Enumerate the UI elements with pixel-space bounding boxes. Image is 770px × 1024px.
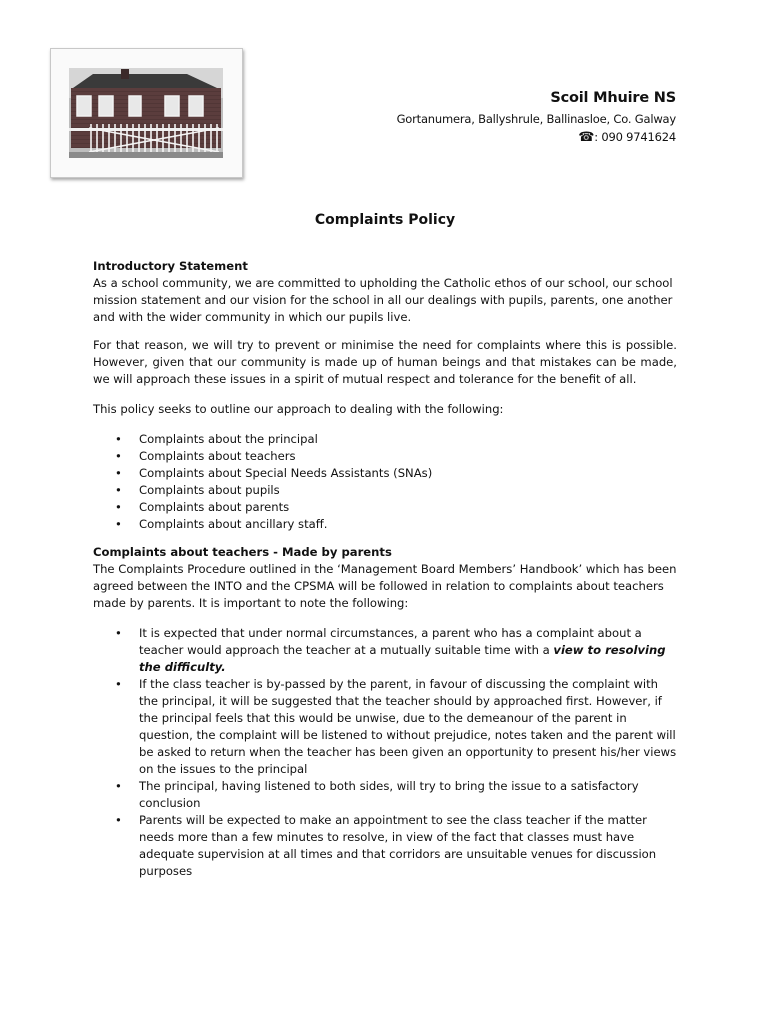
bullet-marker: • <box>115 626 122 640</box>
list-item <box>93 499 677 516</box>
page-title: Complaints Policy <box>314 212 456 228</box>
teachers-heading: Complaints about teachers - Made by parents <box>93 545 392 559</box>
list-item-text: If the class teacher is by-passed by the parent, in favour of discussing the complaint with the principal, it will be suggested that the teacher should by approached first. However, if the principal feels that this would be unwise, due to the demeanour of the parent in question, the complaint will be listened to without prejudice, notes taken and the parent will be asked to return when the teacher has been given an opportunity to present his/her views on the issues to the principal <box>139 677 677 776</box>
complaint-types-list <box>93 431 677 533</box>
intro-heading: Introductory Statement <box>93 259 248 273</box>
list-item-text: Complaints about Special Needs Assistants (SNAs) <box>139 466 433 480</box>
list-item-text: Complaints about ancillary staff. <box>139 517 328 531</box>
bullet-marker: • <box>115 517 122 531</box>
school-building-photo <box>69 68 223 158</box>
document-body <box>93 258 677 880</box>
list-item-text: It is expected that under normal circumstances, a parent who has a complaint about a teacher would approach the teacher at a mutually suitable time with a <box>139 626 642 657</box>
list-item <box>93 465 677 482</box>
list-item <box>93 625 677 676</box>
intro-paragraph-3: This policy seeks to outline our approach to dealing with the following: <box>93 402 504 416</box>
list-item-text: Complaints about parents <box>139 500 290 514</box>
list-item <box>93 676 677 778</box>
intro-paragraph-1: As a school community, we are committed to upholding the Catholic ethos of our school, our school mission statement and our vision for the school in all our dealings with pupils, parents, one another and with the wider community in which our pupils live. <box>93 276 673 324</box>
school-name: Scoil Mhuire NS <box>550 90 676 106</box>
teachers-paragraph: The Complaints Procedure outlined in the ‘Management Board Members’ Handbook’ which has been agreed between the INTO and the CPSMA will be followed in relation to complaints about teachers made by parents. It is important to note the following: <box>93 562 677 610</box>
bullet-marker: • <box>115 779 122 793</box>
list-item <box>93 482 677 499</box>
telephone-icon: ☎ <box>578 130 595 145</box>
school-contact-block <box>397 88 676 145</box>
bullet-marker: • <box>115 677 122 691</box>
list-item <box>93 448 677 465</box>
bullet-marker: • <box>115 483 122 497</box>
school-phone: : 090 9741624 <box>594 130 676 144</box>
list-item-text: The principal, having listened to both sides, will try to bring the issue to a satisfactory conclusion <box>139 779 639 810</box>
list-item <box>93 778 677 812</box>
bullet-marker: • <box>115 466 122 480</box>
bullet-marker: • <box>115 500 122 514</box>
list-item-text: Complaints about pupils <box>139 483 280 497</box>
list-item <box>93 812 677 880</box>
intro-paragraph-2: For that reason, we will try to prevent or minimise the need for complaints where this is possible. However, given that our community is made up of human beings and that mistakes can be made, we will approach these issues in a spirit of mutual respect and tolerance for the benefit of all. <box>93 338 677 386</box>
bullet-marker: • <box>115 432 122 446</box>
list-item <box>93 431 677 448</box>
emphasis-text: view to resolving the difficulty. <box>139 643 666 674</box>
teacher-procedure-list <box>93 625 677 880</box>
list-item-text: Complaints about the principal <box>139 432 318 446</box>
school-address: Gortanumera, Ballyshrule, Ballinasloe, Co. Galway <box>396 112 676 126</box>
list-item <box>93 516 677 533</box>
list-item-text: Complaints about teachers <box>139 449 296 463</box>
school-phone-line <box>397 130 676 145</box>
list-item-text: Parents will be expected to make an appointment to see the class teacher if the matter needs more than a few minutes to resolve, in view of the fact that classes must have adequate supervision at all times and that corridors are unsuitable venues for discussion purposes <box>139 813 657 878</box>
school-photo-frame <box>50 48 243 178</box>
bullet-marker: • <box>115 813 122 827</box>
bullet-marker: • <box>115 449 122 463</box>
